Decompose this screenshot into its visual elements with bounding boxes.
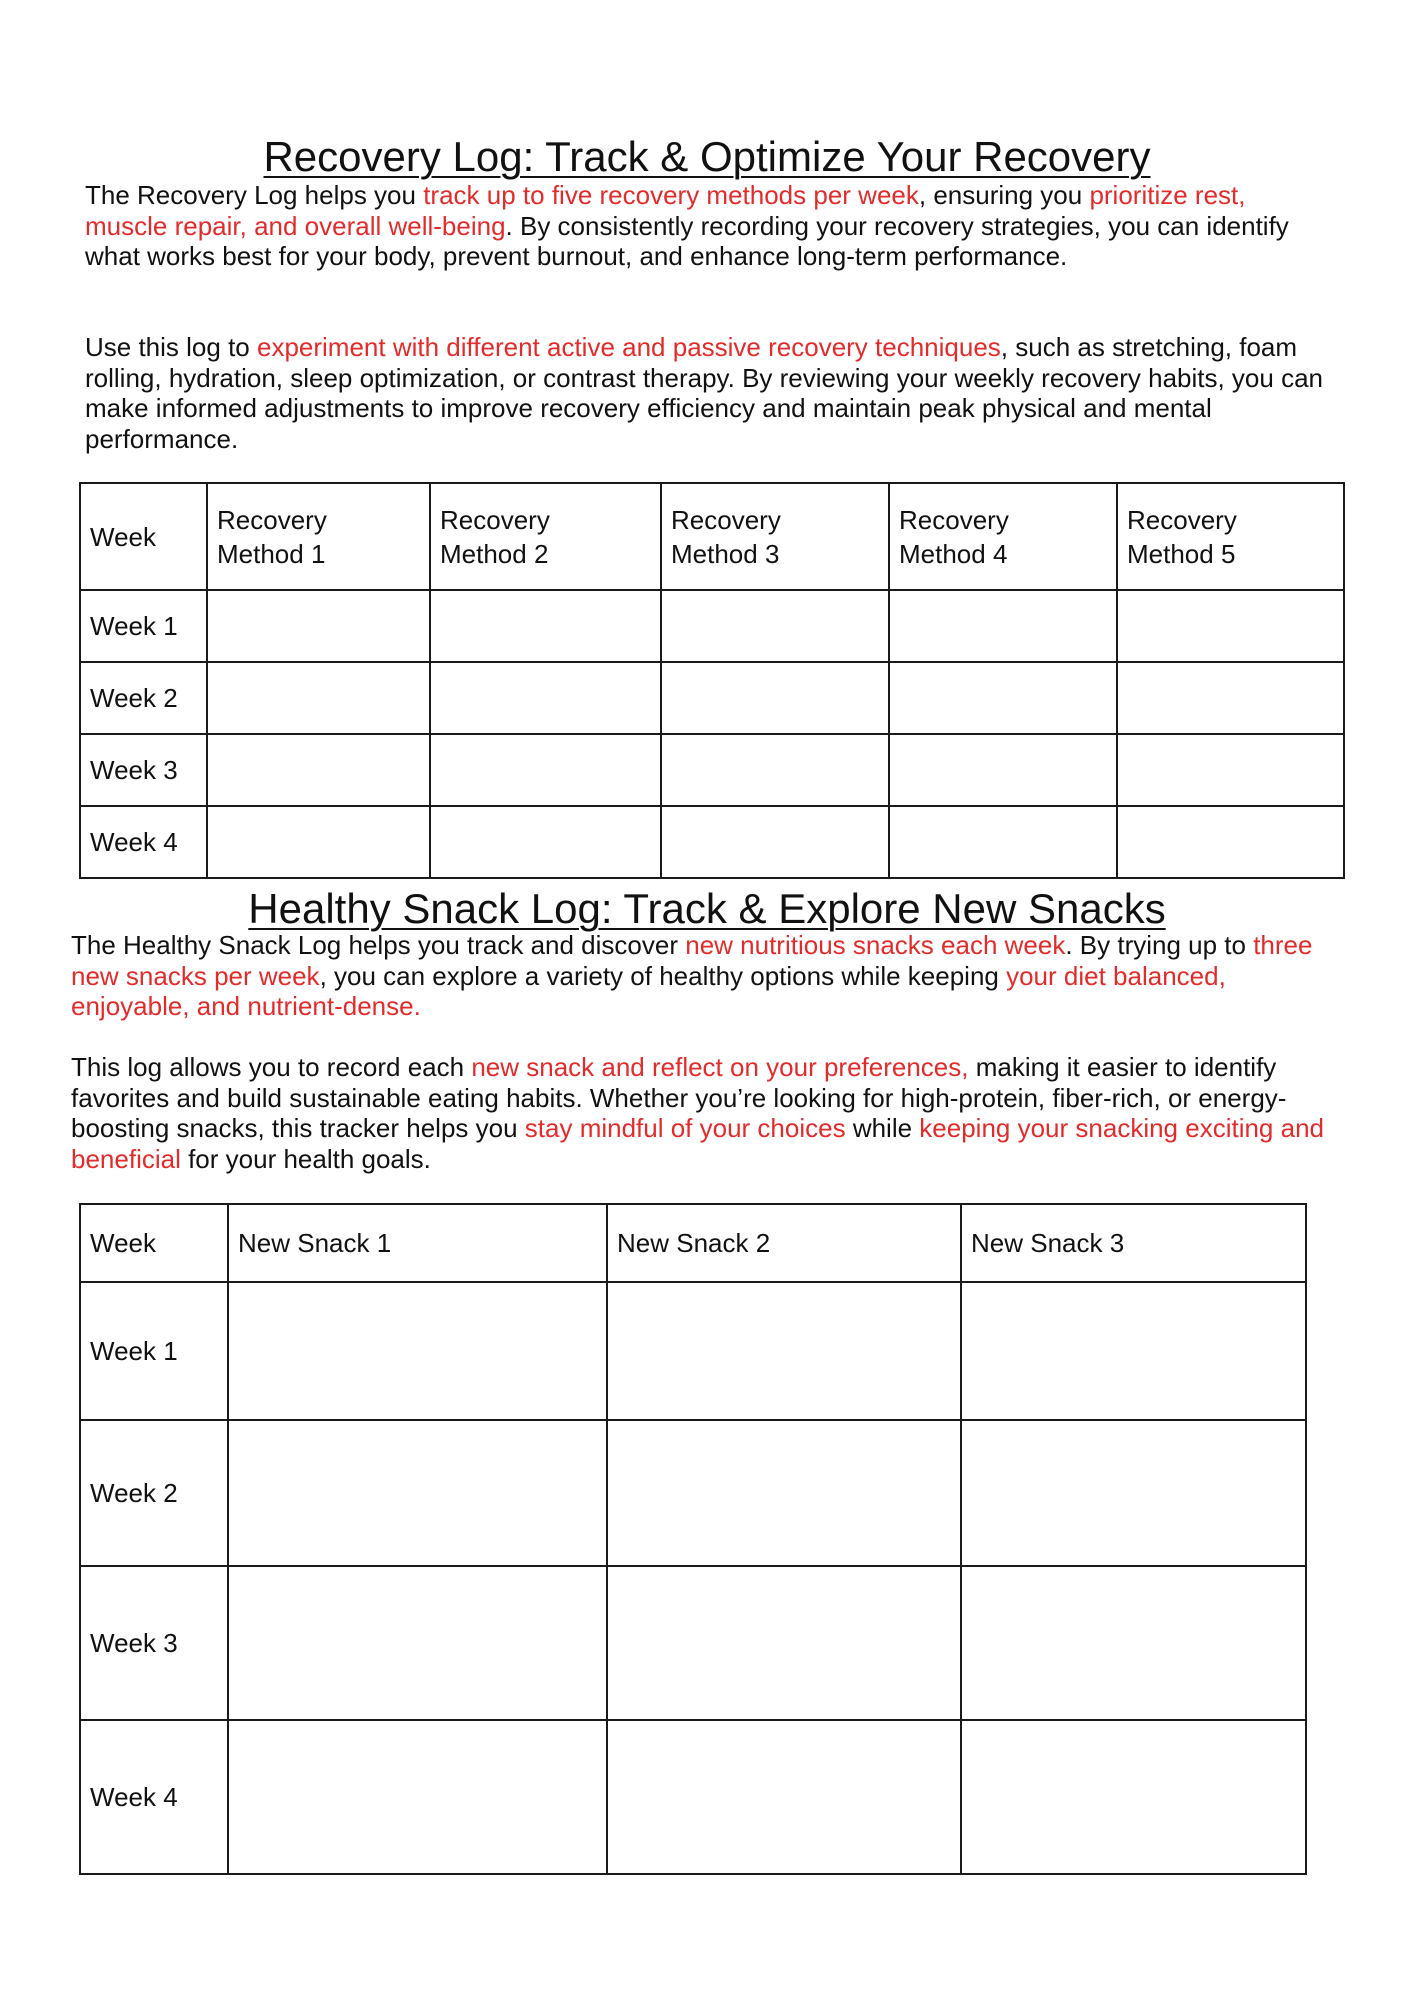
recovery-intro-paragraph: [85, 180, 1335, 272]
header-cell-week: Week: [80, 1204, 228, 1282]
entry-cell[interactable]: [961, 1282, 1306, 1420]
entry-cell[interactable]: [430, 590, 661, 662]
body-text: . By consistently recording your recovery strategies, you can identify what works best for your body, prevent burnout, and enhance long-term performance.: [85, 210, 1289, 271]
body-text: The Recovery Log helps you: [85, 180, 424, 210]
body-text: while: [845, 1113, 920, 1143]
highlighted-text: three new snacks per week: [71, 930, 1313, 991]
body-text: , such as stretching, foam rolling, hydration, sleep optimization, or contrast therapy. By reviewing your weekly recovery habits, you can make informed adjustments to improve recovery efficiency and maintain peak physical and mental performance.: [85, 332, 1323, 454]
entry-cell[interactable]: [430, 806, 661, 878]
entry-cell[interactable]: [207, 806, 430, 878]
body-text: . By trying up to: [1065, 930, 1254, 960]
entry-cell[interactable]: [961, 1720, 1306, 1874]
entry-cell[interactable]: [661, 662, 889, 734]
entry-cell[interactable]: [607, 1420, 961, 1566]
snack-log-table: [79, 1203, 1307, 1875]
entry-cell[interactable]: [228, 1720, 607, 1874]
entry-cell[interactable]: [607, 1720, 961, 1874]
entry-cell[interactable]: [961, 1566, 1306, 1720]
table-row: [80, 1566, 1306, 1720]
recovery-log-title: Recovery Log: Track & Optimize Your Recovery: [263, 133, 1151, 180]
body-text: This log allows you to record each: [71, 1052, 472, 1082]
entry-cell[interactable]: [1117, 806, 1344, 878]
body-text: Use this log to: [85, 332, 257, 362]
header-cell-new-snack-2: New Snack 2: [607, 1204, 961, 1282]
entry-cell[interactable]: [961, 1420, 1306, 1566]
entry-cell[interactable]: [661, 590, 889, 662]
entry-cell[interactable]: [889, 590, 1117, 662]
body-text: for your health goals.: [180, 1143, 431, 1174]
highlighted-text: new nutritious snacks each week: [685, 930, 1066, 960]
body-text: making it easier to identify favorites and build sustainable eating habits. Whether you’re looking for high-protein, fiber-rich, or energy-boosting snacks, this tracker helps you: [71, 1052, 1287, 1143]
highlighted-text: keeping your snacking exciting and beneficial: [71, 1113, 1324, 1174]
snack-usage-paragraph: [71, 1052, 1335, 1174]
entry-cell[interactable]: [661, 806, 889, 878]
row-label-week-3: Week 3: [80, 734, 207, 806]
row-label-week-1: Week 1: [80, 590, 207, 662]
entry-cell[interactable]: [228, 1566, 607, 1720]
row-label-week-4: Week 4: [80, 806, 207, 878]
entry-cell[interactable]: [1117, 590, 1344, 662]
entry-cell[interactable]: [207, 662, 430, 734]
entry-cell[interactable]: [607, 1282, 961, 1420]
header-cell-recovery-method-5: Recovery Method 5: [1117, 483, 1344, 590]
entry-cell[interactable]: [228, 1282, 607, 1420]
highlighted-text: prioritize rest, muscle repair, and overall well-being: [85, 180, 1246, 241]
header-cell-recovery-method-3: Recovery Method 3: [661, 483, 889, 590]
row-label-week-3: Week 3: [80, 1566, 228, 1720]
body-text: , you can explore a variety of healthy options while keeping: [319, 960, 1007, 991]
table-row: [80, 1282, 1306, 1420]
highlighted-text: track up to five recovery methods per week: [423, 180, 919, 210]
recovery-header-row: [80, 483, 1344, 590]
entry-cell[interactable]: [430, 734, 661, 806]
body-text: The Healthy Snack Log helps you track and discover: [71, 930, 686, 960]
snack-header-row: [80, 1204, 1306, 1282]
entry-cell[interactable]: [889, 734, 1117, 806]
highlighted-text: stay mindful of your choices: [524, 1113, 846, 1143]
header-cell-recovery-method-1: Recovery Method 1: [207, 483, 430, 590]
table-row: [80, 662, 1344, 734]
entry-cell[interactable]: [607, 1566, 961, 1720]
highlighted-text: your diet balanced, enjoyable, and nutrient-dense.: [71, 960, 1226, 1021]
header-cell-recovery-method-4: Recovery Method 4: [889, 483, 1117, 590]
entry-cell[interactable]: [207, 590, 430, 662]
entry-cell[interactable]: [889, 662, 1117, 734]
table-row: [80, 590, 1344, 662]
header-cell-recovery-method-2: Recovery Method 2: [430, 483, 661, 590]
table-row: [80, 1720, 1306, 1874]
highlighted-text: experiment with different active and passive recovery techniques: [256, 332, 1001, 362]
entry-cell[interactable]: [228, 1420, 607, 1566]
entry-cell[interactable]: [430, 662, 661, 734]
row-label-week-4: Week 4: [80, 1720, 228, 1874]
snack-intro-paragraph: [71, 930, 1335, 1022]
entry-cell[interactable]: [1117, 734, 1344, 806]
entry-cell[interactable]: [661, 734, 889, 806]
table-row: [80, 1420, 1306, 1566]
body-text: , ensuring you: [918, 180, 1090, 210]
header-cell-new-snack-1: New Snack 1: [228, 1204, 607, 1282]
highlighted-text: new snack and reflect on your preferences,: [471, 1052, 969, 1082]
entry-cell[interactable]: [207, 734, 430, 806]
entry-cell[interactable]: [1117, 662, 1344, 734]
snack-log-title: Healthy Snack Log: Track & Explore New Snacks: [248, 885, 1166, 932]
recovery-usage-paragraph: [85, 332, 1335, 454]
entry-cell[interactable]: [889, 806, 1117, 878]
row-label-week-1: Week 1: [80, 1282, 228, 1420]
header-cell-week: Week: [80, 483, 207, 590]
row-label-week-2: Week 2: [80, 662, 207, 734]
row-label-week-2: Week 2: [80, 1420, 228, 1566]
header-cell-new-snack-3: New Snack 3: [961, 1204, 1306, 1282]
table-row: [80, 734, 1344, 806]
table-row: [80, 806, 1344, 878]
recovery-log-table: [79, 482, 1345, 879]
